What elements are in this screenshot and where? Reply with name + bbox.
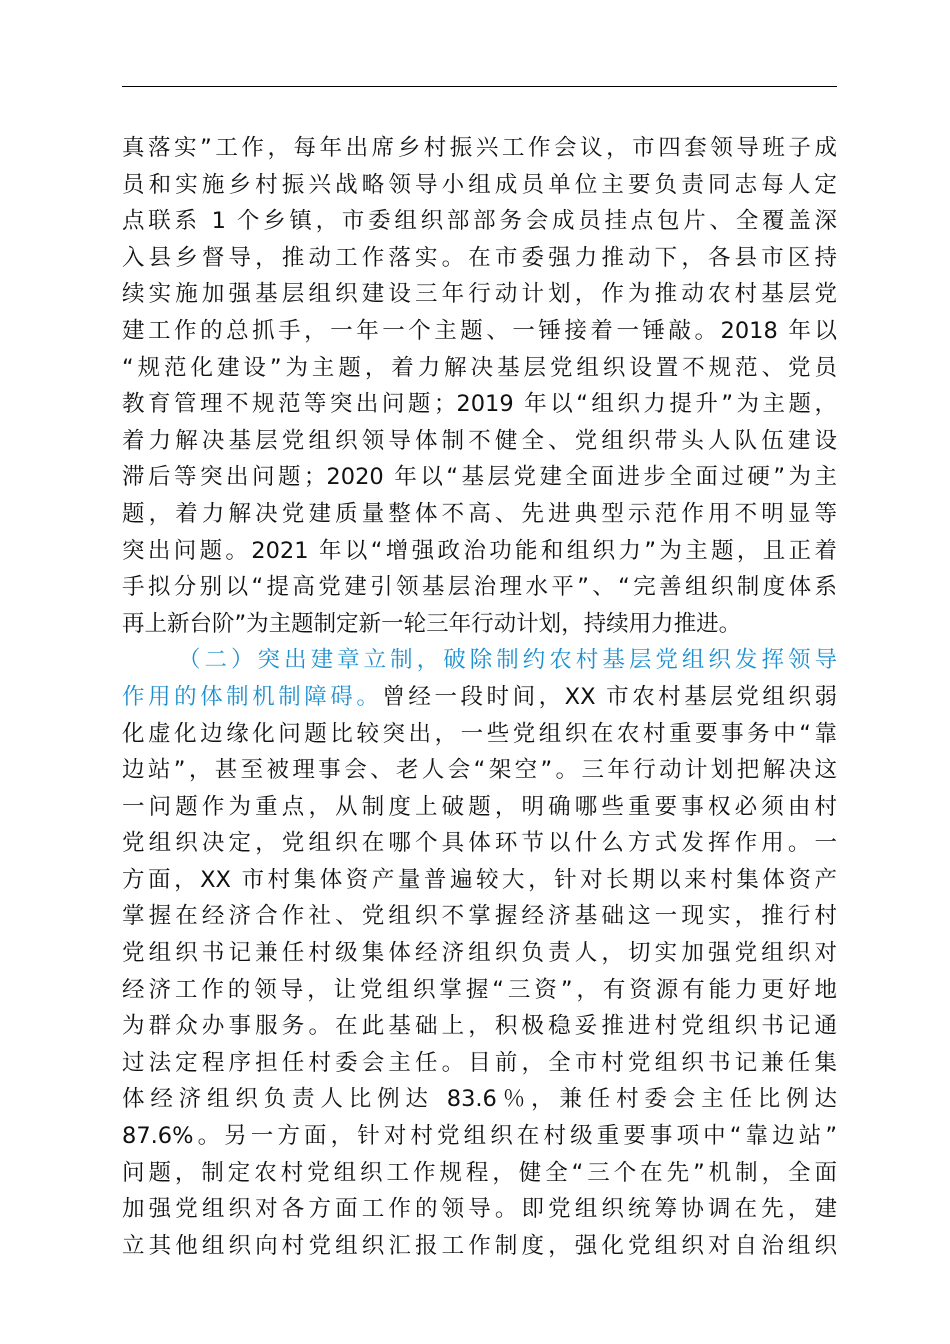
text-line (122, 459, 837, 496)
text-line (122, 203, 837, 240)
section-heading: 作用的体制机制障碍。 (122, 683, 383, 710)
line-text: 滞后等突出问题；2020 年以“基层党建全面进步全面过硬”为主 (122, 464, 837, 491)
line-text: 过法定程序担任村委会主任。目前，全市村党组织书记兼任集 (122, 1049, 837, 1076)
line-text: 入县乡督导，推动工作落实。在市委强力推动下，各县市区持 (122, 244, 837, 271)
text-line (122, 642, 837, 679)
text-line (122, 423, 837, 460)
text-line (122, 606, 837, 643)
text-line (122, 716, 837, 753)
line-text: 边站”，甚至被理事会、老人会“架空”。三年行动计划把解决这 (122, 757, 837, 784)
section-heading: （二）突出建章立制，破除制约农村基层党组织发挥领导 (178, 647, 837, 674)
text-line (122, 972, 837, 1009)
line-text: 方面，XX 市村集体资产量普遍较大，针对长期以来村集体资产 (122, 866, 837, 893)
text-line (122, 496, 837, 533)
text-line (122, 1191, 837, 1228)
text-line (122, 1155, 837, 1192)
line-text: 化虚化边缘化问题比较突出，一些党组织在农村重要事务中“靠 (122, 720, 837, 747)
line-text: 体经济组织负责人比例达 83.6％，兼任村委会主任比例达 (122, 1086, 837, 1113)
text-line (122, 1228, 837, 1265)
text-line (122, 862, 837, 899)
text-line (122, 240, 837, 277)
text-line (122, 825, 837, 862)
line-text: 为群众办事服务。在此基础上，积极稳妥推进村党组织书记通 (122, 1013, 837, 1040)
text-line (122, 533, 837, 570)
line-text: 员和实施乡村振兴战略领导小组成员单位主要负责同志每人定 (122, 171, 837, 198)
body-text (122, 130, 837, 1264)
line-text: 加强党组织对各方面工作的领导。即党组织统筹协调在先，建 (122, 1196, 837, 1223)
line-text: 手拟分别以“提高党建引领基层治理水平”、“完善组织制度体系 (122, 574, 837, 601)
text-line (122, 276, 837, 313)
line-text: 教育管理不规范等突出问题；2019 年以“组织力提升”为主题， (122, 391, 837, 418)
line-text: 突出问题。2021 年以“增强政治功能和组织力”为主题，且正着 (122, 537, 837, 564)
line-text: 经济工作的领导，让党组织掌握“三资”，有资源有能力更好地 (122, 976, 837, 1003)
header-rule (122, 86, 837, 87)
line-text: 掌握在经济合作社、党组织不掌握经济基础这一现实，推行村 (122, 903, 837, 930)
text-line (122, 1045, 837, 1082)
text-line (122, 1008, 837, 1045)
text-line (122, 789, 837, 826)
line-text: 曾经一段时间，XX 市农村基层党组织弱 (382, 683, 837, 710)
text-line (122, 898, 837, 935)
line-text: 真落实”工作，每年出席乡村振兴工作会议，市四套领导班子成 (122, 135, 837, 161)
line-text: 立其他组织向村党组织汇报工作制度，强化党组织对自治组织 (122, 1232, 837, 1259)
line-text: 续实施加强基层组织建设三年行动计划，作为推动农村基层党 (122, 281, 837, 308)
text-line (122, 1081, 837, 1118)
line-text: “规范化建设”为主题，着力解决基层党组织设置不规范、党员 (122, 354, 837, 381)
line-text: 题，着力解决党建质量整体不高、先进典型示范作用不明显等 (122, 500, 837, 527)
text-line (122, 313, 837, 350)
line-text: 问题，制定农村党组织工作规程，健全“三个在先”机制，全面 (122, 1159, 837, 1186)
line-text: 党组织书记兼任村级集体经济组织负责人，切实加强党组织对 (122, 940, 837, 967)
line-text: 再上新台阶”为主题制定新一轮三年行动计划，持续用力推进。 (122, 610, 742, 637)
line-text: 一问题作为重点，从制度上破题，明确哪些重要事权必须由村 (122, 793, 837, 820)
line-text: 点联系 1 个乡镇，市委组织部部务会成员挂点包片、全覆盖深 (122, 208, 837, 235)
text-line (122, 130, 837, 167)
text-line (122, 935, 837, 972)
line-text: 建工作的总抓手，一年一个主题、一锤接着一锤敲。2018 年以 (122, 317, 837, 344)
text-line (122, 569, 837, 606)
text-line (122, 752, 837, 789)
line-text: 87.6%。另一方面，针对村党组织在村级重要事项中“靠边站” (122, 1123, 837, 1150)
text-line (122, 167, 837, 204)
line-text: 党组织决定，党组织在哪个具体环节以什么方式发挥作用。一 (122, 830, 837, 857)
text-line (122, 1118, 837, 1155)
text-line (122, 679, 837, 716)
text-line (122, 386, 837, 423)
line-text: 着力解决基层党组织领导体制不健全、党组织带头人队伍建设 (122, 427, 837, 454)
text-line (122, 350, 837, 387)
